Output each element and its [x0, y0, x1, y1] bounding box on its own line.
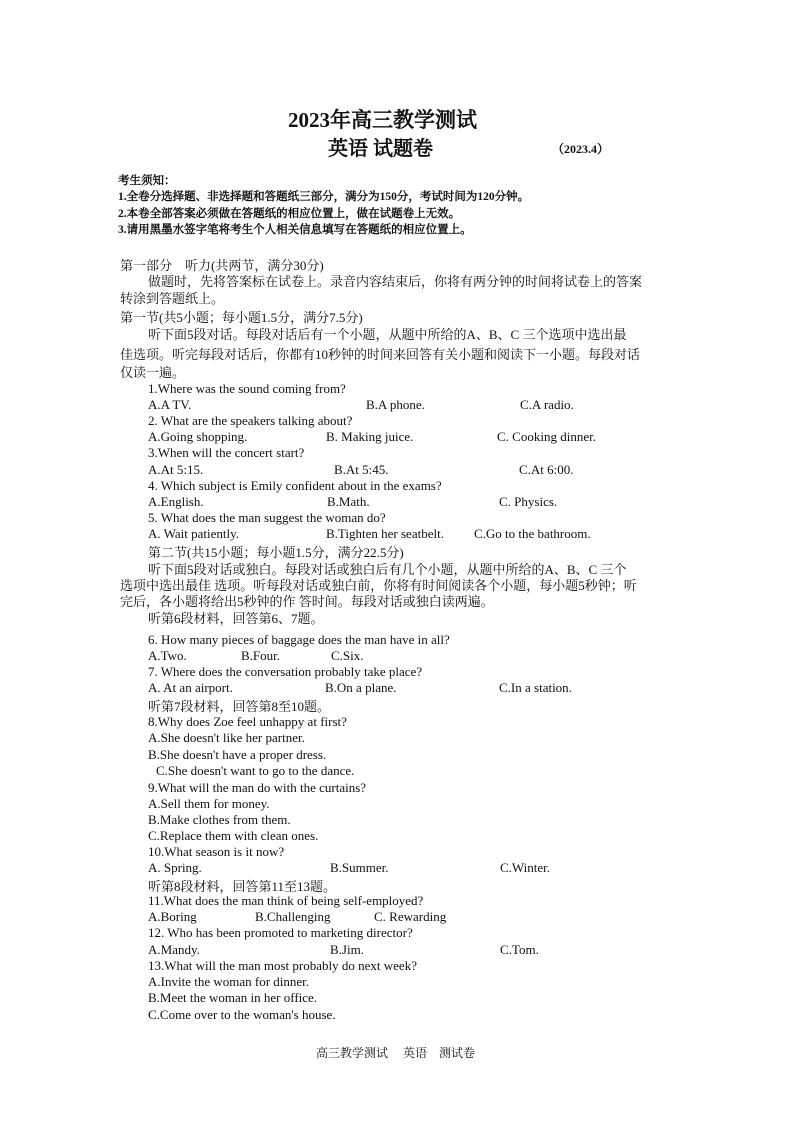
question-text: 13.What will the man most probably do next week? — [148, 958, 417, 973]
exam-subtitle: 英语 试题卷 — [328, 138, 433, 160]
answer-option: A. Spring. — [148, 860, 202, 875]
body-line: 选项中选出最佳 选项。听每段对话或独白前，你将有时间阅读各个小题，每小题5秒钟；听 — [120, 578, 637, 593]
answer-option: B.Summer. — [330, 860, 389, 875]
answer-option: A.Boring — [148, 909, 197, 924]
answer-option: A.At 5:15. — [148, 462, 204, 477]
answer-option: B.Challenging — [255, 909, 331, 924]
question-text: 1.Where was the sound coming from? — [148, 381, 346, 396]
question-text: 3.When will the concert start? — [148, 445, 305, 460]
question-text: 10.What season is it now? — [148, 844, 285, 859]
answer-option: B.Four. — [241, 648, 281, 663]
body-line: 仅读一遍。 — [120, 365, 186, 380]
question-text: 2. What are the speakers talking about? — [148, 413, 353, 428]
question-text: 8.Why does Zoe feel unhappy at first? — [148, 714, 347, 729]
answer-option: C.In a station. — [499, 680, 572, 695]
section-heading: 第二节(共15小题；每小题1.5分，满分22.5分) — [148, 545, 404, 560]
answer-option: A.Going shopping. — [148, 429, 248, 444]
answer-option: A. At an airport. — [148, 680, 233, 695]
notice-heading: 考生须知： — [118, 175, 176, 187]
answer-option: B.Meet the woman in her office. — [148, 990, 318, 1005]
answer-option: A.Two. — [148, 648, 187, 663]
exam-title: 2023年高三教学测试 — [288, 108, 477, 132]
question-text: 12. Who has been promoted to marketing director? — [148, 925, 413, 940]
answer-option: C.Tom. — [500, 942, 539, 957]
answer-option: C. Physics. — [499, 494, 558, 509]
answer-option: C. Cooking dinner. — [497, 429, 596, 444]
answer-option: B. Making juice. — [326, 429, 414, 444]
answer-option: C.Replace them with clean ones. — [148, 828, 319, 843]
notice-item: 3.请用黑墨水签字笔将考生个人相关信息填写在答题纸的相应位置上。 — [118, 224, 472, 236]
answer-option: B.Make clothes from them. — [148, 812, 291, 827]
notice-item: 2.本卷全部答案必须做在答题纸的相应位置上，做在试题卷上无效。 — [118, 208, 461, 220]
answer-option: A.She doesn't like her partner. — [148, 730, 305, 745]
answer-option: A.Invite the woman for dinner. — [148, 974, 310, 989]
answer-option: A. Wait patiently. — [148, 526, 240, 541]
answer-option: B.A phone. — [366, 397, 425, 412]
body-line: 完后，各小题将给出5秒钟的作 答时间。每段对话或独白读两遍。 — [120, 594, 494, 609]
answer-option: A.Sell them for money. — [148, 796, 270, 811]
notice-item: 1.全卷分选择题、非选择题和答题纸三部分，满分为150分，考试时间为120分钟。 — [118, 191, 530, 203]
material-note: 听第8段材料，回答第11至13题。 — [148, 879, 337, 894]
answer-option: B.Jim. — [330, 942, 364, 957]
answer-option: A.Mandy. — [148, 942, 200, 957]
question-text: 4. Which subject is Emily confident about in the exams? — [148, 478, 442, 493]
section-heading: 第一节(共5小题；每小题1.5分，满分7.5分) — [120, 310, 363, 325]
body-line: 佳选项。听完每段对话后，你都有10秒钟的时间来回答有关小题和阅读下一小题。每段对话 — [120, 347, 641, 362]
exam-date: （2023.4） — [552, 142, 610, 156]
section-heading: 第一部分 听力(共两节，满分30分) — [120, 258, 324, 273]
answer-option: C.Come over to the woman's house. — [148, 1007, 336, 1022]
page-footer: 高三教学测试 英语 测试卷 — [316, 1046, 476, 1060]
body-line: 听下面5段对话或独白。每段对话或独白后有几个小题，从题中所给的A、B、C 三个 — [148, 562, 627, 577]
question-text: 5. What does the man suggest the woman do? — [148, 510, 386, 525]
answer-option: B.At 5:45. — [334, 462, 389, 477]
question-text: 9.What will the man do with the curtains? — [148, 780, 367, 795]
answer-option: A.English. — [148, 494, 204, 509]
body-line: 转涂到答题纸上。 — [120, 291, 225, 306]
question-text: 7. Where does the conversation probably take place? — [148, 664, 423, 679]
answer-option: C.Go to the bathroom. — [474, 526, 591, 541]
body-line: 听下面5段对话。每段对话后有一个小题，从题中所给的A、B、C 三个选项中选出最 — [148, 327, 627, 342]
answer-option: C.At 6:00. — [519, 462, 574, 477]
answer-option: C.Winter. — [500, 860, 551, 875]
body-line: 做题时，先将答案标在试卷上。录音内容结束后，你将有两分钟的时间将试卷上的答案 — [148, 274, 643, 289]
question-text: 6. How many pieces of baggage does the man have in all? — [148, 632, 450, 647]
question-text: 11.What does the man think of being self-employed? — [148, 893, 424, 908]
answer-option: B.On a plane. — [325, 680, 397, 695]
answer-option: B.Tighten her seatbelt. — [326, 526, 444, 541]
material-note: 听第7段材料，回答第8至10题。 — [148, 699, 331, 714]
answer-option: B.Math. — [327, 494, 370, 509]
answer-option: C.A radio. — [520, 397, 574, 412]
answer-option: A.A TV. — [148, 397, 192, 412]
answer-option: C.She doesn't want to go to the dance. — [156, 763, 355, 778]
material-note: 听第6段材料，回答第6、7题。 — [148, 611, 324, 626]
answer-option: C. Rewarding — [374, 909, 447, 924]
answer-option: C.Six. — [331, 648, 364, 663]
answer-option: B.She doesn't have a proper dress. — [148, 747, 327, 762]
